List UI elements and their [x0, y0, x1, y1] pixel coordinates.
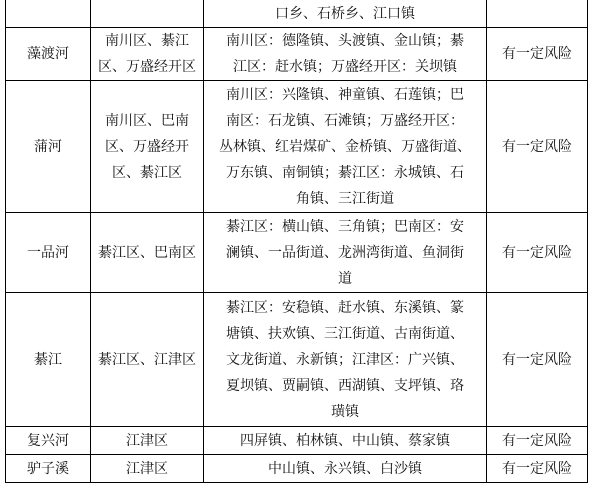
river-cell: 藻渡河 [6, 28, 91, 81]
districts-line: 区、綦江区 [112, 164, 182, 181]
towns-line: 江区：赶水镇；万盛经开区：关坝镇 [233, 59, 457, 75]
towns-line: 口乡、石桥乡、江口镇 [275, 5, 415, 22]
districts-cell [91, 213, 204, 293]
table-row [6, 28, 588, 81]
risk-cell: 有一定风险 [487, 213, 588, 293]
districts-line: 南川区、巴南 [105, 112, 189, 129]
towns-line: 四屏镇、柏林镇、中山镇、蔡家镇 [240, 432, 450, 449]
towns-line: 澜镇、一品街道、龙洲湾街道、鱼洞街 [226, 244, 464, 261]
towns-cell [204, 455, 487, 483]
risk-cell: 有一定风险 [487, 427, 588, 455]
towns-cell [204, 427, 487, 455]
towns-cell [204, 213, 487, 293]
table-row [6, 293, 588, 427]
towns-line: 璜镇 [331, 403, 359, 420]
risk-cell [487, 0, 588, 28]
towns-line: 万东镇、南铜镇；綦江区：永城镇、石 [226, 164, 464, 181]
towns-line: 中山镇、永兴镇、白沙镇 [268, 460, 422, 477]
districts-cell [91, 455, 204, 483]
towns-line: 道 [338, 270, 352, 287]
towns-line: 綦江区：安稳镇、赶水镇、东溪镇、篆 [226, 299, 464, 316]
river-cell: 綦江 [6, 293, 91, 427]
risk-cell: 有一定风险 [487, 28, 588, 81]
towns-line: 角镇、三江街道 [296, 190, 394, 207]
river-cell [6, 0, 91, 28]
risk-cell: 有一定风险 [487, 455, 588, 483]
towns-cell [204, 28, 487, 81]
river-risk-table [5, 0, 588, 483]
towns-line: 綦江区：横山镇、三角镇；巴南区：安 [226, 218, 464, 235]
towns-cell [204, 293, 487, 427]
table-row [6, 0, 588, 28]
districts-line: 綦江区、巴南区 [98, 244, 196, 261]
districts-cell [91, 0, 204, 28]
towns-cell [204, 0, 487, 28]
towns-line: 南川区：兴隆镇、神童镇、石莲镇；巴 [226, 86, 464, 103]
districts-line: 南川区、綦江 [105, 33, 189, 49]
districts-line: 綦江区、江津区 [98, 351, 196, 368]
towns-line: 南区：石龙镇、石滩镇；万盛经开区： [226, 112, 464, 129]
risk-cell: 有一定风险 [487, 81, 588, 213]
table-row [6, 213, 588, 293]
river-cell: 蒲河 [6, 81, 91, 213]
towns-line: 塘镇、扶欢镇、三江街道、古南街道、 [226, 325, 464, 342]
districts-line: 区、万盛经开区 [98, 59, 196, 75]
towns-line: 南川区：德隆镇、头渡镇、金山镇；綦 [226, 33, 464, 49]
towns-cell [204, 81, 487, 213]
districts-cell [91, 427, 204, 455]
table-row [6, 81, 588, 213]
risk-cell: 有一定风险 [487, 293, 588, 427]
towns-line: 文龙街道、永新镇；江津区：广兴镇、 [226, 351, 464, 368]
river-cell: 一品河 [6, 213, 91, 293]
districts-cell [91, 28, 204, 81]
districts-line: 江津区 [126, 432, 168, 449]
districts-cell [91, 81, 204, 213]
table-row [6, 427, 588, 455]
river-cell: 复兴河 [6, 427, 91, 455]
towns-line: 夏坝镇、贾嗣镇、西湖镇、支坪镇、珞 [226, 377, 464, 394]
districts-line: 江津区 [126, 460, 168, 477]
table-row [6, 455, 588, 483]
districts-line: 区、万盛经开 [105, 138, 189, 155]
districts-cell [91, 293, 204, 427]
river-cell: 驴子溪 [6, 455, 91, 483]
towns-line: 丛林镇、红岩煤矿、金桥镇、万盛街道、 [219, 138, 471, 155]
